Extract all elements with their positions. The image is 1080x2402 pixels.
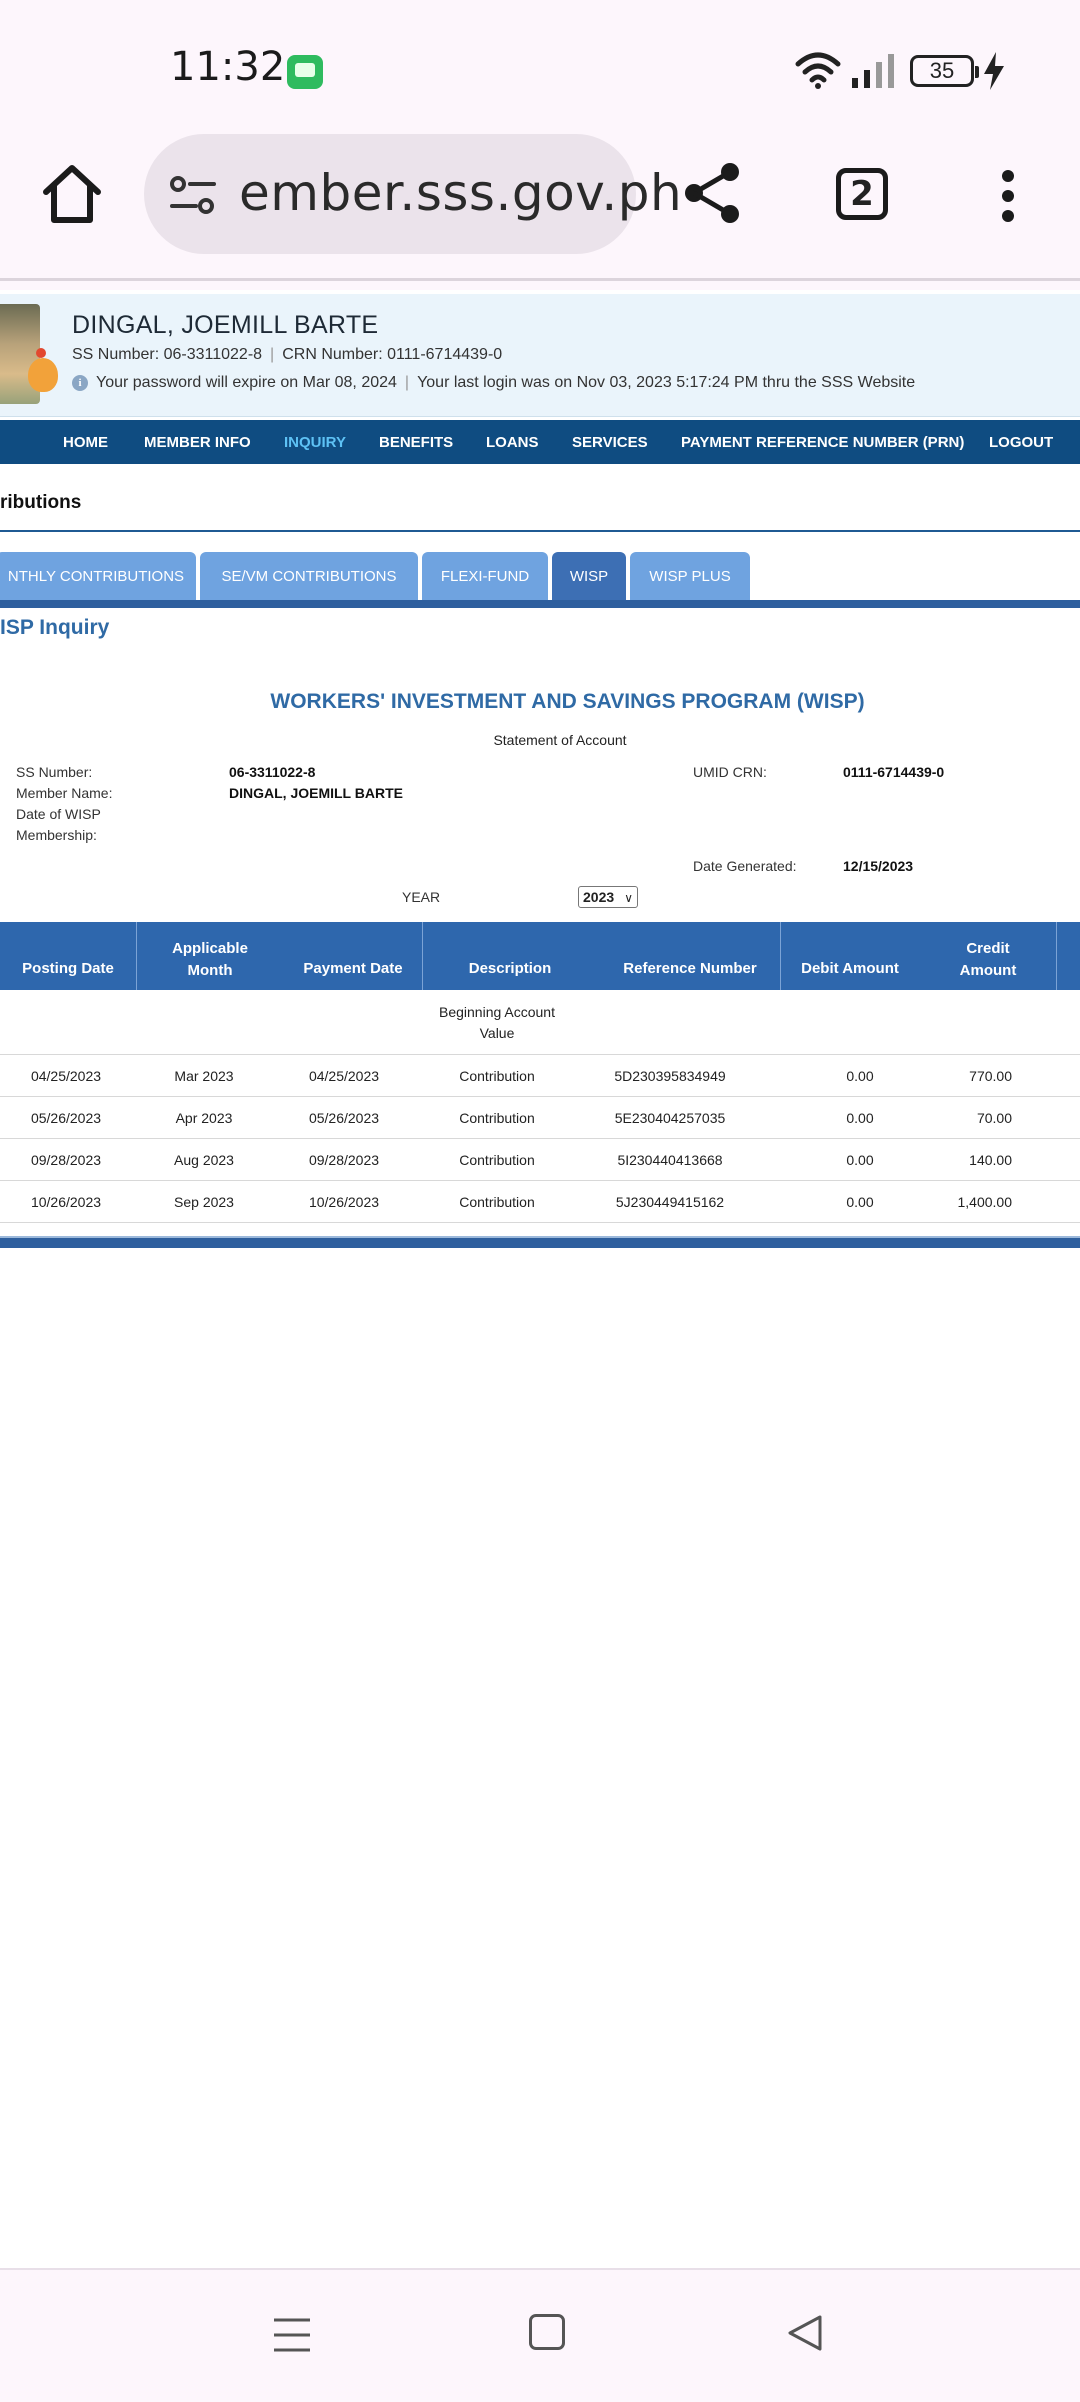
table-row — [0, 1096, 1080, 1139]
member-numbers: SS Number: 06-3311022-8 | CRN Number: 0111-6714439-0 — [72, 346, 503, 363]
wisp-date-label: Date of WISP — [16, 806, 101, 822]
table-row — [0, 1180, 1080, 1223]
nav-prn[interactable]: PAYMENT REFERENCE NUMBER (PRN) — [681, 434, 965, 451]
debit-amount: 0.00 — [846, 1194, 874, 1210]
description: Contribution — [459, 1194, 535, 1210]
payment-date: 05/26/2023 — [308, 1110, 380, 1126]
battery-icon: 35 — [910, 55, 974, 87]
beginning-value-label: Beginning Account Value — [439, 1004, 555, 1041]
payment-date: 09/28/2023 — [308, 1152, 380, 1168]
reference-number: 5D230395834949 — [614, 1068, 726, 1084]
main-nav — [0, 420, 1080, 464]
applicable-month: Sep 2023 — [174, 1194, 234, 1210]
chevron-down-icon: ∨ — [624, 891, 633, 905]
credit-amount: 770.00 — [969, 1068, 1012, 1084]
description: Contribution — [459, 1110, 535, 1126]
applicable-month: Mar 2023 — [174, 1068, 234, 1084]
inquiry-title: ISP Inquiry — [0, 616, 110, 639]
description: Contribution — [459, 1152, 535, 1168]
crn-number: CRN Number: 0111-6714439-0 — [282, 346, 503, 363]
umid-value: 0111-6714439-0 — [843, 764, 945, 780]
member-name-value: DINGAL, JOEMILL BARTE — [229, 785, 403, 801]
browser-toolbar — [0, 130, 1080, 281]
debit-amount: 0.00 — [846, 1110, 874, 1126]
statement-subheading: Statement of Account — [493, 732, 627, 748]
posting-date: 10/26/2023 — [30, 1194, 102, 1210]
web-page — [0, 290, 1080, 2268]
credit-amount: 70.00 — [976, 1110, 1012, 1126]
login-notice: i Your password will expire on Mar 08, 2024 | Your last login was on Nov 03, 2023 5:17:24 PM thru the SSS Website — [72, 374, 915, 392]
messages-icon — [287, 55, 323, 89]
header-reference-number: Reference Number — [623, 960, 757, 977]
header-applicable-month: Applicable Month — [172, 940, 248, 979]
statement-heading: WORKERS' INVESTMENT AND SAVINGS PROGRAM (WISP) — [270, 690, 865, 713]
reference-number: 5E230404257035 — [614, 1110, 726, 1126]
header-divider — [1056, 922, 1057, 990]
home-icon[interactable] — [38, 160, 106, 228]
header-divider — [780, 922, 781, 990]
member-header — [0, 294, 1080, 417]
reference-number: 5I230440413668 — [617, 1152, 723, 1168]
credit-amount: 1,400.00 — [957, 1194, 1012, 1210]
ss-number: SS Number: 06-3311022-8 — [72, 346, 263, 363]
clock: 11:32 — [170, 44, 286, 90]
nav-logout[interactable]: LOGOUT — [989, 434, 1054, 451]
table-row — [0, 1138, 1080, 1181]
posting-date: 04/25/2023 — [30, 1068, 102, 1084]
nav-home[interactable]: HOME — [63, 434, 108, 451]
applicable-month: Apr 2023 — [175, 1110, 233, 1126]
beginning-value-row — [0, 990, 1080, 1055]
wisp-membership-label: Membership: — [16, 827, 97, 843]
applicable-month: Aug 2023 — [174, 1152, 234, 1168]
ss-number-value: 06-3311022-8 — [229, 764, 316, 780]
status-bar — [0, 0, 1080, 130]
nav-inquiry[interactable]: INQUIRY — [284, 434, 346, 451]
reference-number: 5J230449415162 — [615, 1194, 725, 1210]
ss-number-label: SS Number: — [16, 764, 93, 780]
section-title: ributions — [0, 492, 82, 513]
member-name-label: Member Name: — [16, 785, 113, 801]
debit-amount: 0.00 — [846, 1152, 874, 1168]
site-settings-icon[interactable] — [168, 174, 218, 218]
tab-switcher-button[interactable]: 2 — [836, 168, 888, 220]
last-login-notice: Your last login was on Nov 03, 2023 5:17:24 PM thru the SSS Website — [417, 374, 916, 391]
credit-amount: 140.00 — [969, 1152, 1012, 1168]
system-navigation-bar — [0, 2268, 1080, 2402]
share-icon[interactable] — [680, 160, 746, 226]
nav-services[interactable]: SERVICES — [572, 434, 648, 451]
info-icon: i — [72, 375, 88, 391]
payment-date: 04/25/2023 — [308, 1068, 380, 1084]
charging-icon — [982, 52, 1006, 90]
divider — [0, 530, 1080, 532]
header-description: Description — [468, 960, 552, 977]
header-posting-date: Posting Date — [22, 960, 114, 977]
header-divider — [136, 922, 137, 990]
debit-amount: 0.00 — [846, 1068, 874, 1084]
umid-label: UMID CRN: — [693, 764, 767, 780]
notification-bell-icon[interactable] — [28, 358, 58, 392]
table-footer-bar — [0, 1236, 1080, 1248]
back-icon[interactable] — [786, 2314, 824, 2352]
tab-underline — [0, 600, 1080, 608]
url-text[interactable]: ember.sss.gov.ph — [239, 164, 683, 222]
header-divider — [422, 922, 423, 990]
nav-benefits[interactable]: BENEFITS — [379, 434, 454, 451]
tab-se-vm-contributions[interactable]: SE/VM CONTRIBUTIONS — [200, 552, 418, 600]
header-credit-amount: Credit Amount — [959, 940, 1017, 979]
table-row — [0, 1054, 1080, 1097]
more-menu-icon[interactable] — [996, 168, 1020, 224]
password-notice: Your password will expire on Mar 08, 2024 — [96, 374, 397, 391]
wifi-icon — [795, 50, 841, 90]
home-square-icon[interactable] — [529, 2314, 565, 2350]
description: Contribution — [459, 1068, 535, 1084]
tab-flexi-fund[interactable]: FLEXI-FUND — [422, 552, 548, 600]
header-debit-amount: Debit Amount — [801, 960, 899, 977]
tab-monthly-contributions[interactable]: NTHLY CONTRIBUTIONS — [0, 552, 196, 600]
date-generated-label: Date Generated: — [693, 858, 797, 874]
member-name: DINGAL, JOEMILL BARTE — [72, 311, 379, 339]
tab-wisp[interactable]: WISP — [552, 552, 626, 600]
signal-icon — [850, 52, 898, 90]
year-label: YEAR — [402, 889, 441, 905]
address-bar[interactable] — [144, 134, 683, 254]
table-header — [0, 922, 1080, 990]
year-select[interactable] — [578, 886, 638, 908]
posting-date: 09/28/2023 — [30, 1152, 102, 1168]
date-generated-value: 12/15/2023 — [843, 858, 914, 874]
nav-member-info[interactable]: MEMBER INFO — [144, 434, 251, 451]
posting-date: 05/26/2023 — [30, 1110, 102, 1126]
contribution-tabs — [0, 552, 1080, 600]
payment-date: 10/26/2023 — [308, 1194, 380, 1210]
header-payment-date: Payment Date — [303, 960, 403, 977]
year-value: 2023 — [583, 889, 615, 905]
recents-icon[interactable] — [272, 2316, 312, 2354]
tab-wisp-plus[interactable]: WISP PLUS — [630, 552, 750, 600]
nav-loans[interactable]: LOANS — [486, 434, 539, 451]
